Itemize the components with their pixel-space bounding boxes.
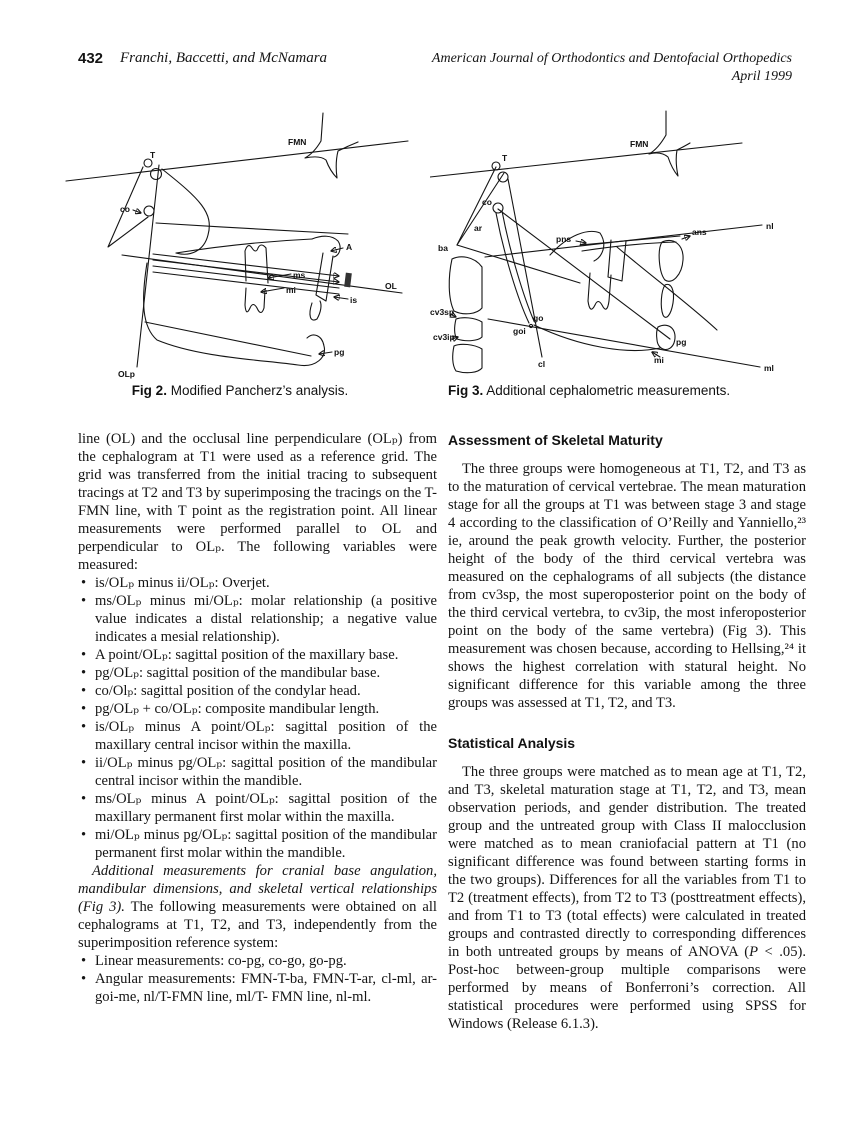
fig2-lower-incisor: [310, 301, 321, 320]
statistical-analysis-paragraph: [448, 763, 806, 1033]
fig3-label-ar: ar: [474, 223, 483, 233]
fig2-mandible-line: [145, 322, 311, 356]
fig2-t-point: [144, 159, 152, 167]
fig2-cephalometric-tracing: [60, 105, 420, 381]
fig2-co-arrow: [133, 210, 141, 213]
fig2-upper-incisor: [316, 253, 333, 301]
fig3-t-point: [492, 162, 500, 170]
list-item: • pg/OLₚ: sagittal position of the mandibular base.: [78, 664, 437, 682]
fig3-chin-outline: [657, 325, 675, 349]
skeletal-maturity-paragraph: The three groups were homogeneous at T1, T2, and T3 as to the maturation of cervical vertebrae. The mean maturation stage for all the groups at T1 was between stage 3 and stage 4 according to the classification of O’Reilly and Yanniello,²³ ie, around the peak growth velocity. Further, the posterior height of the body of the third cervical vertebra was measured on the cephalograms of all subjects (the distance from cv3sp, the most superoposterior point on the body of the third cervical vertebra, to cv3ip, the most inferoposterior point on the body of the same vertebra) (Fig 3). This measurement was chosen because, according to Hellsing,²⁴ it shows the highest correlation with statural height. No significant difference for this variable among the three groups was assessed at T1, T2, and T3.: [448, 461, 806, 711]
fig3-tfmn-line: [430, 143, 742, 177]
fig2-caption-label: Fig 2.: [131, 383, 167, 398]
fig2-label-mi: mi: [286, 285, 296, 295]
journal-title: American Journal of Orthodontics and Dentofacial Orthopedics: [431, 51, 792, 66]
list-item: • mi/OLₚ minus pg/OLₚ: sagittal position of the mandibular permanent first molar within the mandible.: [78, 826, 437, 862]
fig2-tfmn-line: [66, 141, 408, 181]
fig3-label-ba: ba: [438, 243, 448, 253]
fig2-label-fmn: FMN: [288, 137, 307, 147]
list-item: • ms/OLₚ minus A point/OLₚ: sagittal position of the maxillary permanent first molar within the maxilla.: [78, 790, 437, 826]
fig3-label-cv3sp: cv3sp: [430, 307, 455, 317]
fig3-pns-arrow: [576, 241, 586, 243]
fig2-caption-text: Modified Pancherz’s analysis.: [166, 383, 349, 398]
fig2-is-arrow: [334, 297, 348, 299]
fig2-maxilla-outline: [312, 236, 340, 257]
fig3-vertebra-c2: [449, 257, 482, 314]
fig3-label-cv3ip: cv3ip: [433, 332, 455, 342]
fig2-cranial-floor: [162, 169, 209, 254]
fig3-ans-arrow: [682, 236, 690, 239]
statistical-analysis-text-b: < .05). Post-hoc between-group multiple comparisons were performed by means of Bonferroni’s correction. All statistical procedures were performed using SPSS for Windows (Release 6.1.3).: [448, 944, 806, 1032]
fig3-vertebra-c3: [455, 318, 482, 341]
fig3-ramus-line1: [496, 213, 529, 323]
fig2-overjet-mark: [344, 273, 352, 288]
fig2-caption: [60, 383, 420, 398]
fig3-caption-label: Fig 3.: [448, 383, 484, 398]
fig3-label-ml: ml: [764, 363, 774, 373]
fig2-label-t: T: [150, 150, 156, 160]
list-item: • Angular measurements: FMN-T-ba, FMN-T-ar, cl-ml, ar-goi-me, nl/T-FMN line, ml/T- FMN line, nl-ml.: [78, 970, 437, 1006]
fig3-label-mi: mi: [654, 355, 664, 365]
fig3-label-pg: pg: [676, 337, 687, 347]
list-item: • ii/OLₚ minus pg/OLₚ: sagittal position of the mandibular central incisor within the mandible.: [78, 754, 437, 790]
running-head-journal: [432, 50, 792, 86]
list-item: • ms/OLₚ minus mi/OLₚ: molar relationship (a positive value indicates a distal relationship; a negative value indicates a mesial relationship).: [78, 592, 437, 646]
list-item: • Linear measurements: co-pg, co-go, go-pg.: [78, 952, 437, 970]
fig2-label-ms: ms: [293, 270, 306, 280]
page-number: 432: [78, 50, 104, 67]
fig3-caption: [448, 383, 818, 398]
fig3-cephalometric-tracing: [430, 105, 820, 381]
fig2-label-ol: OL: [385, 281, 397, 291]
fig3-ramus-blob: [661, 284, 673, 317]
fig3-ramus-line2: [502, 211, 534, 321]
fig3-label-go: go: [533, 313, 544, 323]
left-column: [78, 430, 437, 1006]
list-item: • pg/OLₚ + co/OLₚ: composite mandibular length.: [78, 700, 437, 718]
fig2-label-pg: pg: [334, 347, 345, 357]
additional-measurements-paragraph: [78, 862, 437, 952]
list-item: • is/OLₚ minus ii/OLₚ: Overjet.: [78, 574, 437, 592]
fig3-caption-text: Additional cephalometric measurements.: [483, 383, 731, 398]
fig2-ol-line: [122, 255, 402, 293]
running-head-authors: Franchi, Baccetti, and McNamara: [120, 50, 328, 66]
fig3-vertebra-c4: [453, 344, 482, 372]
fig3-label-ans: ans: [692, 227, 707, 237]
journal-issue-date: April 1999: [731, 69, 792, 84]
additional-measurements-rest: The following measurements were obtained on all cephalograms at T1, T2, and T3, independently from the superimposition reference system:: [78, 899, 437, 951]
fig3-label-pns: pns: [556, 234, 572, 244]
intro-paragraph: line (OL) and the occlusal line perpendiculare (OLₚ) from the cephalogram at T1 were used as a reference grid. The grid was transferred from the initial tracing to subsequent tracings at T2 and T3 by superimposing the tracings on the T-FMN line, with T point as the registration point. All linear measurements were performed parallel to OL and perpendicular to OLₚ. The following variables were measured:: [78, 431, 437, 573]
fig3-clivus-line2: [457, 173, 504, 245]
fig2-label-olp: OLp: [118, 369, 135, 379]
fig2-nasal-line: [156, 223, 348, 234]
list-item: • is/OLₚ minus A point/OLₚ: sagittal position of the maxillary central incisor within the maxilla.: [78, 718, 437, 754]
fig3-label-goi: goi: [513, 326, 526, 336]
fig3-label-co: co: [482, 197, 492, 207]
fig3-label-cl: cl: [538, 359, 546, 369]
fig3-ml-line: [488, 319, 760, 367]
fig3-frontal-crest: [649, 111, 690, 176]
fig3-molar: [588, 273, 611, 309]
section-heading-skeletal-maturity: Assessment of Skeletal Maturity: [448, 432, 663, 448]
section-heading-statistical-analysis: Statistical Analysis: [448, 735, 576, 751]
statistical-analysis-text-a: The three groups were matched as to mean age at T1, T2, and T3, skeletal maturation stage at T1, T2, and T3, mean observation periods, and gender distribution. The treated group and the untreated group with Class II malocclusion were matched as to mean craniofacial pattern at T1 (no significant difference was found between starting forms in the two groups). Differences for all the variables from T1 to T2 (treatment effects), from T2 to T3 (posttreatment effects), and from T1 to T3 (total effects) were calculated in treated groups and contrasted directly to corresponding differences in both untreated groups by means of ANOVA (: [448, 764, 806, 960]
fig2-a-arrow: [331, 248, 343, 251]
additional-measurements-lead: Additional measurements for cranial base angulation, mandibular dimensions, and skeletal vertical relationships (Fig 3).: [78, 863, 437, 915]
list-item: • A point/OLₚ: sagittal position of the maxillary base.: [78, 646, 437, 664]
fig2-label-a: A: [346, 242, 353, 252]
list-item: • co/Olₚ: sagittal position of the condylar head.: [78, 682, 437, 700]
right-column: [448, 430, 806, 1033]
fig2-label-co: co: [120, 204, 130, 214]
fig2-condyle: [144, 206, 154, 216]
fig2-label-is: is: [350, 295, 358, 305]
fig3-label-fmn: FMN: [630, 139, 649, 149]
fig3-label-t: T: [502, 153, 508, 163]
statistical-p-symbol: P: [749, 944, 759, 960]
fig2-pg-arrow: [319, 352, 332, 354]
fig2-frontal-crest: [305, 113, 358, 178]
fig3-zygoma-blob: [659, 241, 683, 282]
fig3-goi-point: [529, 324, 532, 327]
fig3-label-nl: nl: [766, 221, 774, 231]
fig3-co-pg-line: [498, 209, 670, 339]
